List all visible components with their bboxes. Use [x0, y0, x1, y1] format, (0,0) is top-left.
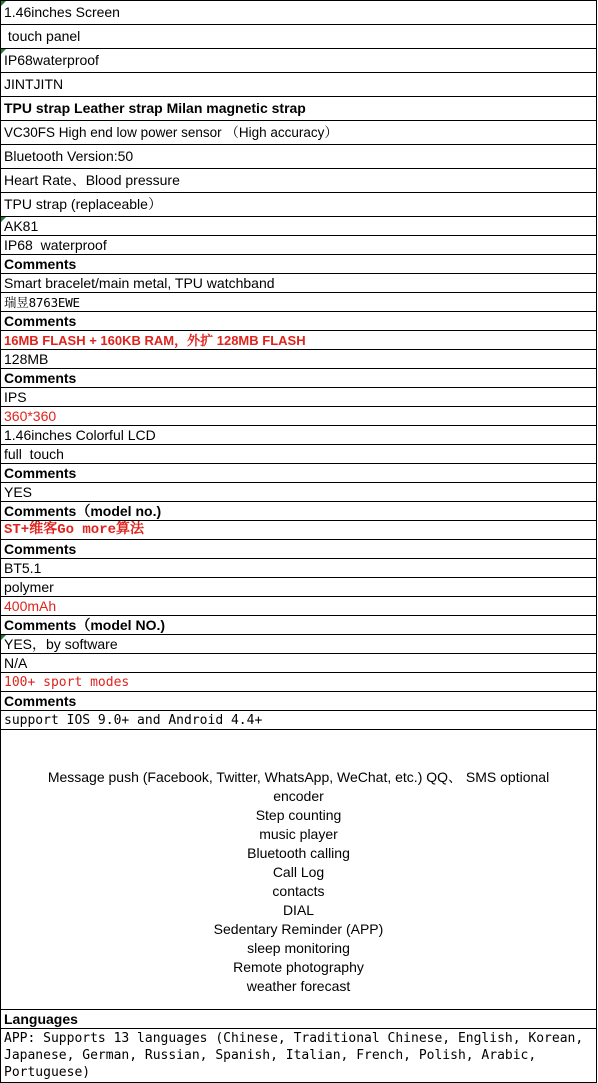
- cell-comment-marker: [1, 1, 6, 6]
- comments-heading: Comments: [1, 692, 597, 711]
- spec-cell-screen-size: 1.46inches Screen: [1, 1, 597, 25]
- comments-heading: Comments: [1, 312, 597, 331]
- comments-heading: Comments: [1, 464, 597, 483]
- spec-cell-strap-options: TPU strap Leather strap Milan magnetic strap: [1, 97, 597, 121]
- spec-cell-storage: 128MB: [1, 350, 597, 369]
- feature-item: weather forecast: [246, 977, 351, 994]
- feature-item: Remote photography: [233, 958, 364, 975]
- spec-cell-bt-version: BT5.1: [1, 559, 597, 578]
- languages-cell: APP: Supports 13 languages (Chinese, Traditional Chinese, English, Korean, Japanese, German, Russian, Spanish, Italian, French, Polish, Arabic, Portuguese): [1, 1029, 597, 1083]
- comments-model-heading: Comments（model no.): [1, 502, 597, 521]
- feature-item: Step counting: [255, 806, 342, 823]
- feature-item: sleep monitoring: [247, 939, 350, 956]
- spec-cell-software: YES，by software: [1, 635, 597, 654]
- spec-cell-bluetooth-version: Bluetooth Version:50: [1, 145, 597, 169]
- spec-cell-resolution: 360*360: [1, 407, 597, 426]
- spec-cell-algorithm: ST+维客Go more算法: [1, 521, 597, 540]
- spec-cell-panel-type: IPS: [1, 388, 597, 407]
- spec-cell-display: 1.46inches Colorful LCD: [1, 426, 597, 445]
- languages-heading: Languages: [1, 1010, 597, 1029]
- spec-cell-compatibility: support IOS 9.0+ and Android 4.4+: [1, 711, 597, 730]
- features-cell: [1, 730, 597, 1010]
- spec-cell-touch-panel: touch panel: [1, 25, 597, 49]
- comments-model-heading: Comments（model NO.): [1, 616, 597, 635]
- feature-item: Call Log: [272, 863, 325, 880]
- spec-cell-waterproof-rating: IP68 waterproof: [1, 236, 597, 255]
- spec-cell-material: Smart bracelet/main metal, TPU watchband: [1, 274, 597, 293]
- spec-cell-strap-material: TPU strap (replaceable）: [1, 193, 597, 217]
- feature-item: music player: [259, 825, 338, 842]
- spec-cell-brand: JINTJITN: [1, 73, 597, 97]
- feature-item: Bluetooth calling: [247, 844, 350, 861]
- cell-comment-marker: [1, 217, 6, 222]
- spec-cell-health-functions: Heart Rate、Blood pressure: [1, 169, 597, 193]
- spec-cell-battery-capacity: 400mAh: [1, 597, 597, 616]
- cell-comment-marker: [1, 635, 6, 640]
- feature-item: contacts: [272, 882, 325, 899]
- spec-cell-battery-type: polymer: [1, 578, 597, 597]
- spec-cell-chipset: 瑞昱8763EWE: [1, 293, 597, 312]
- cell-comment-marker: [1, 49, 6, 54]
- feature-item: encoder: [273, 787, 324, 804]
- comments-heading: Comments: [1, 369, 597, 388]
- spec-cell-sensor: VC30FS High end low power sensor （High accuracy）: [1, 121, 597, 145]
- spec-cell-sport-modes: 100+ sport modes: [1, 673, 597, 692]
- features-list: [1, 744, 596, 996]
- spec-cell-touch-type: full touch: [1, 445, 597, 464]
- feature-item: Message push (Facebook, Twitter, WhatsApp, WeChat, etc.) QQ、 SMS optional: [47, 768, 550, 785]
- spec-cell-yes: YES: [1, 483, 597, 502]
- spec-cell-memory: 16MB FLASH + 160KB RAM，外扩 128MB FLASH: [1, 331, 597, 350]
- comments-heading: Comments: [1, 255, 597, 274]
- comments-heading: Comments: [1, 540, 597, 559]
- feature-item: Sedentary Reminder (APP): [213, 920, 384, 937]
- spec-cell-waterproof: IP68waterproof: [1, 49, 597, 73]
- feature-item: DIAL: [282, 901, 315, 918]
- spec-cell-model: AK81: [1, 217, 597, 236]
- spec-cell-na: N/A: [1, 654, 597, 673]
